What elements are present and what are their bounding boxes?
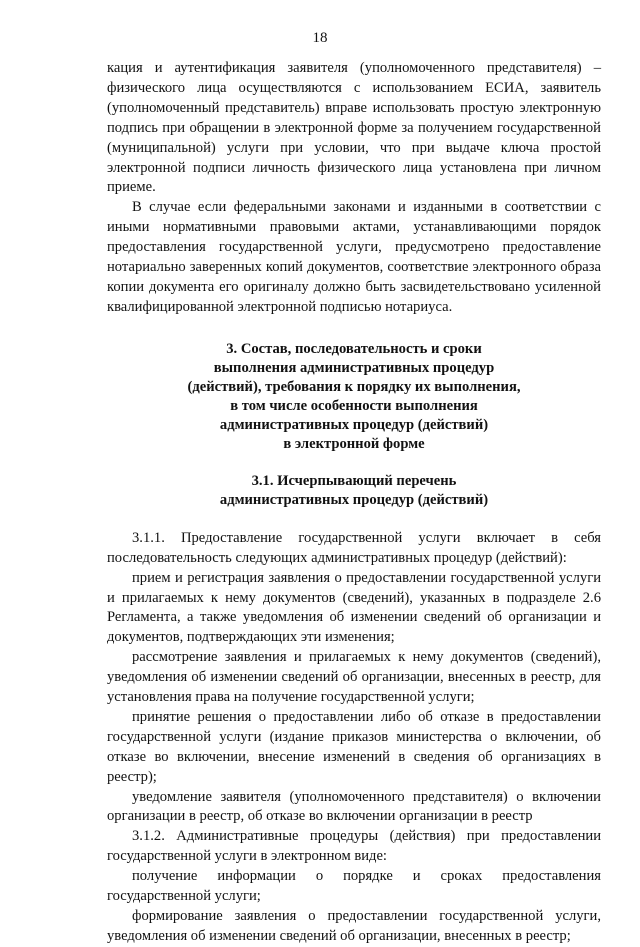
section-heading-line: в том числе особенности выполнения	[230, 397, 478, 414]
paragraph: кация и аутентификация заявителя (уполномоченного представителя) – физического лица осуществляются с использованием ЕСИА, заявитель (уполномоченный представитель) вправе использовать простую электронную подпись при обращении в электронной форме за получением государственной (муниципальной) услуги при условии, что при выдаче ключа простой электронной подписи личность физического лица установлена при личном приеме.	[107, 60, 601, 196]
page-number: 18	[312, 30, 328, 46]
paragraph: 3.1.2. Административные процедуры (действия) при предоставлении государственной услуги в электронном виде:	[107, 828, 601, 865]
subsection-heading-line: 3.1. Исчерпывающий перечень	[251, 472, 457, 489]
list-item: формирование заявления о предоставлении государственной услуги, уведомления об изменении сведений об организации, внесенных в реестр;	[107, 908, 601, 944]
section-heading-line: 3. Состав, последовательность и сроки	[226, 340, 482, 357]
list-item: уведомление заявителя (уполномоченного представителя) о включении организации в реестр, об отказе во включении организации в реестр	[107, 788, 601, 825]
section-heading-line: (действий), требования к порядку их выполнения,	[187, 378, 521, 395]
section-heading-line: выполнения административных процедур	[213, 359, 495, 376]
list-item: принятие решения о предоставлении либо об отказе в предоставлении государственной услуги (издание приказов министерства о включении, об отказе во включении, внесение изменений в сведения об организациях в реестр);	[107, 708, 601, 785]
subsection-heading	[107, 472, 601, 510]
list-item: получение информации о порядке и сроках предоставления государственной услуги;	[107, 868, 601, 905]
paragraph: В случае если федеральными законами и изданными в соответствии с иными нормативными правовыми актами, устанавливающими порядок предоставления государственной услуги, предусмотрено предоставление нотариально заверенных копий документов, соответствие электронного образа копии документа его оригиналу должно быть засвидетельствовано усиленной квалифицированной электронной подписью нотариуса.	[107, 199, 601, 315]
section-heading	[107, 340, 601, 454]
section-heading-line: административных процедур (действий)	[219, 416, 489, 433]
list-item: рассмотрение заявления и прилагаемых к нему документов (сведений), уведомления об изменении сведений об организации, внесенных в реестр, для установления права на получение государственной услуги;	[107, 649, 601, 706]
subsection-heading-line: административных процедур (действий)	[219, 491, 489, 508]
list-item: прием и регистрация заявления о предоставлении государственной услуги и прилагаемых к нему документов (сведений), указанных в подразделе 2.6 Регламента, а также уведомления об изменении сведений об организации и документов, подтверждающих эти изменения;	[107, 569, 601, 646]
section-heading-line: в электронной форме	[283, 435, 425, 452]
document-body	[107, 59, 601, 947]
paragraph: 3.1.1. Предоставление государственной услуги включает в себя последовательность следующих административных процедур (действий):	[107, 529, 601, 566]
